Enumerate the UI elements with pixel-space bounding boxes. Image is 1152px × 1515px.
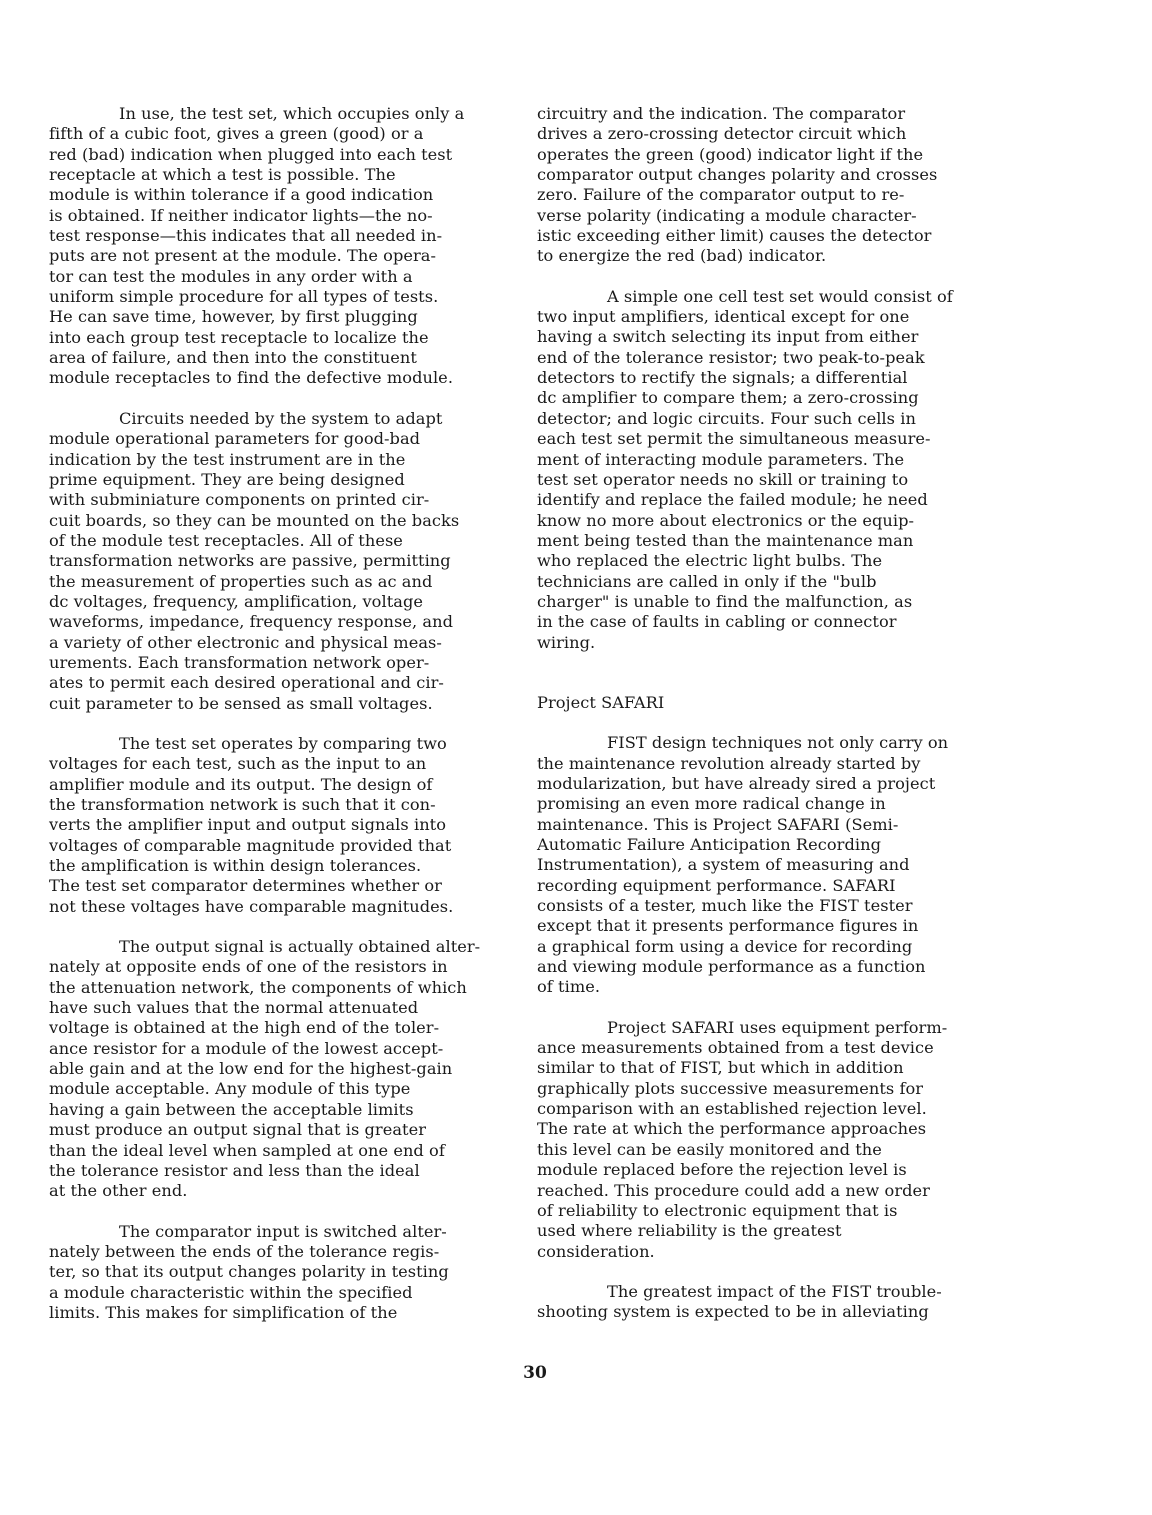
paragraph-output-signal xyxy=(49,937,525,1201)
left-column xyxy=(49,104,525,1323)
text-line: The rate at which the performance approaches xyxy=(537,1119,927,1139)
text-line: to energize the red (bad) indicator. xyxy=(537,246,827,266)
text-line: amplifier module and its output. The design of xyxy=(49,774,433,794)
paragraph-fist-design xyxy=(537,733,1005,997)
text-line: operates the green (good) indicator light if the xyxy=(537,144,924,164)
text-line: a variety of other electronic and physical meas- xyxy=(49,632,442,652)
text-line: limits. This makes for simplification of the xyxy=(49,1302,398,1322)
text-line: indication by the test instrument are in the xyxy=(49,449,406,469)
text-line: The test set comparator determines whether or xyxy=(49,876,442,896)
text-line: used where reliability is the greatest xyxy=(537,1221,842,1241)
text-line: must produce an output signal that is greater xyxy=(49,1120,427,1140)
text-line: comparator output changes polarity and crosses xyxy=(537,165,938,185)
text-line: not these voltages have comparable magnitudes. xyxy=(49,896,454,916)
text-line: into each group test receptacle to localize the xyxy=(49,327,429,347)
text-line: fifth of a cubic foot, gives a green (good) or a xyxy=(49,124,424,144)
text-line: than the ideal level when sampled at one end of xyxy=(49,1140,445,1160)
text-line: charger" is unable to find the malfunction, as xyxy=(537,591,913,611)
text-line: module receptacles to find the defective module. xyxy=(49,368,454,388)
text-line: voltage is obtained at the high end of the toler- xyxy=(49,1018,440,1038)
text-line: dc voltages, frequency, amplification, voltage xyxy=(49,591,424,611)
text-line: tor can test the modules in any order with a xyxy=(49,266,413,286)
text-line: The comparator input is switched alter- xyxy=(119,1221,447,1241)
text-line: Circuits needed by the system to adapt xyxy=(119,408,443,428)
text-line: maintenance. This is Project SAFARI (Semi- xyxy=(537,814,899,834)
text-line: drives a zero-crossing detector circuit which xyxy=(537,124,907,144)
text-line: cuit boards, so they can be mounted on the backs xyxy=(49,510,460,530)
section-heading: Project SAFARI xyxy=(537,692,665,712)
text-line: red (bad) indication when plugged into each test xyxy=(49,144,453,164)
text-line: know no more about electronics or the equip- xyxy=(537,510,915,530)
text-line: and viewing module performance as a function xyxy=(537,957,926,977)
text-line: The output signal is actually obtained alter- xyxy=(119,937,481,957)
paragraph-safari-uses xyxy=(537,1018,1005,1262)
text-line: graphically plots successive measurements for xyxy=(537,1078,924,1098)
text-line: the measurement of properties such as ac and xyxy=(49,571,433,591)
text-line: He can save time, however, by first plugging xyxy=(49,307,418,327)
text-line: module replaced before the rejection level is xyxy=(537,1160,907,1180)
text-line: the attenuation network, the components of which xyxy=(49,977,467,997)
text-line: ance measurements obtained from a test device xyxy=(537,1038,934,1058)
text-line: receptacle at which a test is possible. The xyxy=(49,165,396,185)
text-line: a graphical form using a device for recording xyxy=(537,936,913,956)
text-line: end of the tolerance resistor; two peak-to-peak xyxy=(537,347,925,367)
text-line: this level can be easily monitored and the xyxy=(537,1139,882,1159)
text-line: who replaced the electric light bulbs. The xyxy=(537,551,883,571)
text-line: modularization, but have already sired a project xyxy=(537,773,936,793)
text-line: consideration. xyxy=(537,1241,655,1261)
text-line: ter, so that its output changes polarity in testing xyxy=(49,1262,449,1282)
text-line: Automatic Failure Anticipation Recording xyxy=(537,835,881,854)
paragraph-comparing-voltages xyxy=(49,734,525,917)
text-line: urements. Each transformation network oper- xyxy=(49,652,430,672)
text-line: In use, the test set, which occupies only a xyxy=(119,104,465,123)
page-number: 30 xyxy=(523,1363,547,1383)
text-line: the maintenance revolution already started by xyxy=(537,753,921,773)
text-line: ment of interacting module parameters. The xyxy=(537,449,905,469)
text-line: of the module test receptacles. All of these xyxy=(49,530,403,550)
text-line: ates to permit each desired operational and cir- xyxy=(49,673,444,693)
text-line: shooting system is expected to be in alleviating xyxy=(537,1302,929,1322)
text-line: Project SAFARI uses equipment perform- xyxy=(607,1017,948,1037)
text-line: verts the amplifier input and output signals into xyxy=(49,815,447,835)
paragraph-greatest-impact xyxy=(537,1282,1005,1323)
text-line: Instrumentation), a system of measuring and xyxy=(537,855,910,875)
paragraph-one-cell-test-set xyxy=(537,287,1005,653)
paragraph-comparator-input xyxy=(49,1222,525,1324)
text-line: zero. Failure of the comparator output to re- xyxy=(537,185,905,205)
text-line: of reliability to electronic equipment that is xyxy=(537,1200,898,1220)
text-line: at the other end. xyxy=(49,1181,188,1201)
text-line: A simple one cell test set would consist of xyxy=(607,286,953,306)
text-line: identify and replace the failed module; he need xyxy=(537,490,928,510)
text-line: in the case of faults in cabling or connector xyxy=(537,612,897,632)
text-line: the tolerance resistor and less than the ideal xyxy=(49,1160,420,1180)
paragraph-circuitry-indication xyxy=(537,104,1005,267)
text-line: technicians are called in only if the "bulb xyxy=(537,571,877,591)
text-line: area of failure, and then into the constituent xyxy=(49,348,417,368)
text-line: puts are not present at the module. The opera- xyxy=(49,246,437,266)
text-line: prime equipment. They are being designed xyxy=(49,469,405,489)
text-line: The test set operates by comparing two xyxy=(119,733,447,753)
text-line: the transformation network is such that it con- xyxy=(49,795,436,814)
text-line: reached. This procedure could add a new order xyxy=(537,1180,930,1200)
paragraph-test-set-usage xyxy=(49,104,525,389)
paragraph-adaptation-circuits xyxy=(49,409,525,714)
text-line: uniform simple procedure for all types of tests. xyxy=(49,287,439,307)
text-line: wiring. xyxy=(537,632,596,652)
text-line: consists of a tester, much like the FIST tester xyxy=(537,896,913,916)
text-line: recording equipment performance. SAFARI xyxy=(537,875,896,895)
text-line: a module characteristic within the specified xyxy=(49,1282,413,1302)
text-line: cuit parameter to be sensed as small voltages. xyxy=(49,693,433,713)
text-line: The greatest impact of the FIST trouble- xyxy=(607,1281,942,1301)
text-line: able gain and at the low end for the highest-gain xyxy=(49,1059,453,1079)
text-line: module is within tolerance if a good indication xyxy=(49,185,434,205)
text-line: having a gain between the acceptable limits xyxy=(49,1099,414,1119)
text-line: detectors to rectify the signals; a differential xyxy=(537,368,908,388)
text-line: having a switch selecting its input from either xyxy=(537,327,919,347)
text-line: have such values that the normal attenuated xyxy=(49,998,419,1018)
text-line: promising an even more radical change in xyxy=(537,794,886,814)
text-line: waveforms, impedance, frequency response, and xyxy=(49,612,453,632)
text-line: of time. xyxy=(537,977,601,997)
text-line: detector; and logic circuits. Four such cells in xyxy=(537,408,916,428)
text-line: similar to that of FIST, but which in addition xyxy=(537,1058,904,1078)
text-line: each test set permit the simultaneous measure- xyxy=(537,429,931,449)
text-line: verse polarity (indicating a module character- xyxy=(537,205,917,225)
text-line: ment being tested than the maintenance man xyxy=(537,530,914,550)
text-line: two input amplifiers, identical except for one xyxy=(537,307,910,327)
text-line: except that it presents performance figures in xyxy=(537,916,919,936)
text-line: comparison with an established rejection level. xyxy=(537,1099,927,1119)
text-line: istic exceeding either limit) causes the detector xyxy=(537,226,932,246)
text-line: dc amplifier to compare them; a zero-crossing xyxy=(537,388,919,408)
text-line: module operational parameters for good-bad xyxy=(49,429,421,449)
text-line: test set operator needs no skill or training to xyxy=(537,469,909,489)
text-line: circuitry and the indication. The comparator xyxy=(537,104,906,123)
text-line: nately at opposite ends of one of the resistors in xyxy=(49,957,448,977)
text-line: is obtained. If neither indicator lights—the no- xyxy=(49,205,433,225)
text-line: module acceptable. Any module of this type xyxy=(49,1079,411,1099)
text-line: voltages for each test, such as the input to an xyxy=(49,754,427,774)
text-line: ance resistor for a module of the lowest accept- xyxy=(49,1038,444,1058)
text-line: with subminiature components on printed cir- xyxy=(49,490,430,510)
text-line: test response—this indicates that all needed in- xyxy=(49,226,443,246)
text-line: the amplification is within design tolerances. xyxy=(49,856,422,876)
right-column xyxy=(537,104,1005,1323)
text-line: nately between the ends of the tolerance regis- xyxy=(49,1241,440,1261)
text-line: voltages of comparable magnitude provided that xyxy=(49,835,452,855)
text-line: FIST design techniques not only carry on xyxy=(607,733,949,753)
text-line: transformation networks are passive, permitting xyxy=(49,551,451,571)
